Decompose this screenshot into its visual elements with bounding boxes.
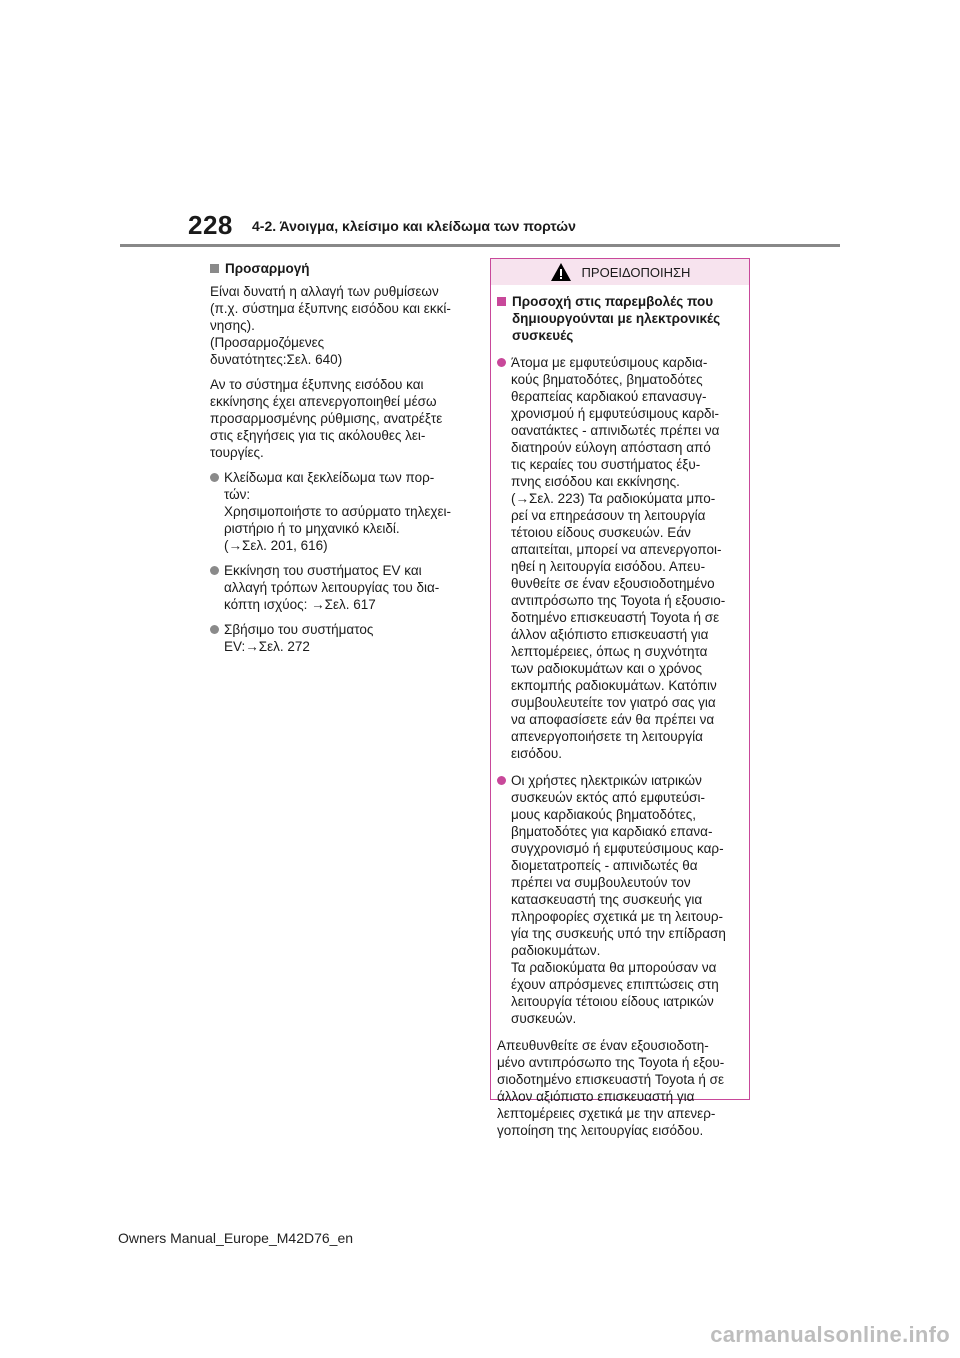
left-column <box>210 260 475 663</box>
square-bullet-icon <box>497 297 506 306</box>
warning-body <box>491 285 749 1139</box>
customization-paragraph-2: Αν το σύστημα έξυπνης εισόδου και εκκίνησης έχει απενεργοποιηθεί μέσω προσαρμοσμένης ρύθμισης, ανατρέξτε στις εξηγήσεις για τις ακόλουθες λει- τουργίες. <box>210 377 443 460</box>
circle-bullet-icon <box>210 473 219 482</box>
warning-item-text: Οι χρήστες ηλεκτρικών ιατρικών συσκευών εκτός από εμφυτεύσι- μους καρδιακούς βηματοδότες, βηματοδότες για καρδιακό επανα- συγχρονισμό ή εμφυτεύσιμους καρ- διομετατροπείς - απινιδωτές θα πρέπει να συμβουλευτούν τον κατασκευαστή της συσκευής για πληροφορίες σχετικά με τη λειτουρ- γία της συσκευής υπό την επίδραση ραδιοκυμάτων. Τα ραδιοκύματα θα μπορούσαν να έχουν απρόσμενες επιπτώσεις στη λειτουργία τέτοιου είδους ιατρικών συσκευών. <box>511 773 726 1026</box>
circle-bullet-icon <box>210 566 219 575</box>
watermark: carmanualsonline.info <box>710 1322 950 1347</box>
customization-heading-text: Προσαρμογή <box>225 261 310 276</box>
circle-bullet-icon <box>497 358 506 367</box>
list-item-text: Σβήσιμο του συστήματος EV:→Σελ. 272 <box>224 622 374 654</box>
warning-item-text: Άτομα με εμφυτεύσιμους καρδια- κούς βηματοδότες, βηματοδότες θεραπείας καρδιακού επανασυγ- χρονισμού ή εμφυτεύσιμους καρδι- οανατάκτες - απινιδωτές πρέπει να διατηρούν εύλογη απόσταση από τις κεραίες του συστήματος έξυ- πνης εισόδου και εκκίνησης. (→Σελ. 223) Τα ραδιοκύματα μπο- ρεί να επηρεάσουν τη λειτουργία τέτοιου είδους συσκευών. Εάν απαιτείται, μπορεί να απενεργοποι- ηθεί η λειτουργία εισόδου. Απευ- θυνθείτε σε έναν εξουσιοδοτημένο αντιπρόσωπο της Toyota ή εξουσιο- δοτημένο επισκευαστή Toyota ή σε άλλον αξιόπιστο επισκευαστή για λεπτομέρειες, όπως η συχνότητα των ραδιοκυμάτων και ο χρόνος εκπομπής ραδιοκυμάτων. Κατόπιν συμβουλευτείτε τον γιατρό σας για να αποφασίσετε εάν θα πρέπει να απενεργοποιήσετε τη λειτουργία εισόδου. <box>511 355 726 761</box>
customization-paragraph-1: Είναι δυνατή η αλλαγή των ρυθμίσεων (π.χ. σύστημα έξυπνης εισόδου και εκκί- νησης). (Προσαρμοζόμενες δυνατότητες:Σελ. 640) <box>210 284 451 367</box>
header-divider <box>120 244 840 247</box>
warning-list-item <box>497 354 743 762</box>
list-item <box>210 469 475 554</box>
warning-heading-text: Προσοχή στις παρεμβολές που δημιουργούνται με ηλεκτρονικές συσκευές <box>512 294 721 343</box>
circle-bullet-icon <box>210 625 219 634</box>
warning-box <box>490 258 750 1138</box>
footer-text: Owners Manual_Europe_M42D76_en <box>118 1230 354 1246</box>
warning-closing-paragraph: Απευθυνθείτε σε έναν εξουσιοδοτη- μένο αντιπρόσωπο της Toyota ή εξου- σιοδοτημένο επισκευαστή Toyota ή σε άλλον αξιόπιστο επισκευαστή για λεπτομέρειες σχετικά με την απενερ- γοποίηση της λειτουργίας εισόδου. <box>497 1038 725 1138</box>
warning-header <box>491 259 749 285</box>
list-item <box>210 562 475 613</box>
list-item-text: Κλείδωμα και ξεκλείδωμα των πορ- τών: Χρησιμοποιήστε το ασύρματο τηλεχει- ριστήριο ή το μηχανικό κλειδί. (→Σελ. 201, 616) <box>224 470 451 553</box>
square-bullet-icon <box>210 264 219 273</box>
warning-heading <box>497 293 743 344</box>
circle-bullet-icon <box>497 776 506 785</box>
warning-title: ΠΡΟΕΙΔΟΠΟΙΗΣΗ <box>581 264 691 280</box>
list-item <box>210 621 475 655</box>
warning-list-item <box>497 772 743 1027</box>
customization-heading <box>210 260 475 277</box>
warning-triangle-icon <box>550 262 572 282</box>
section-title: 4-2. Άνοιγμα, κλείσιμο και κλείδωμα των πορτών <box>252 218 576 234</box>
list-item-text: Εκκίνηση του συστήματος EV και αλλαγή τρόπων λειτουργίας του δια- κόπτη ισχύος: →Σελ. 617 <box>224 563 440 612</box>
page-number: 228 <box>188 210 233 240</box>
